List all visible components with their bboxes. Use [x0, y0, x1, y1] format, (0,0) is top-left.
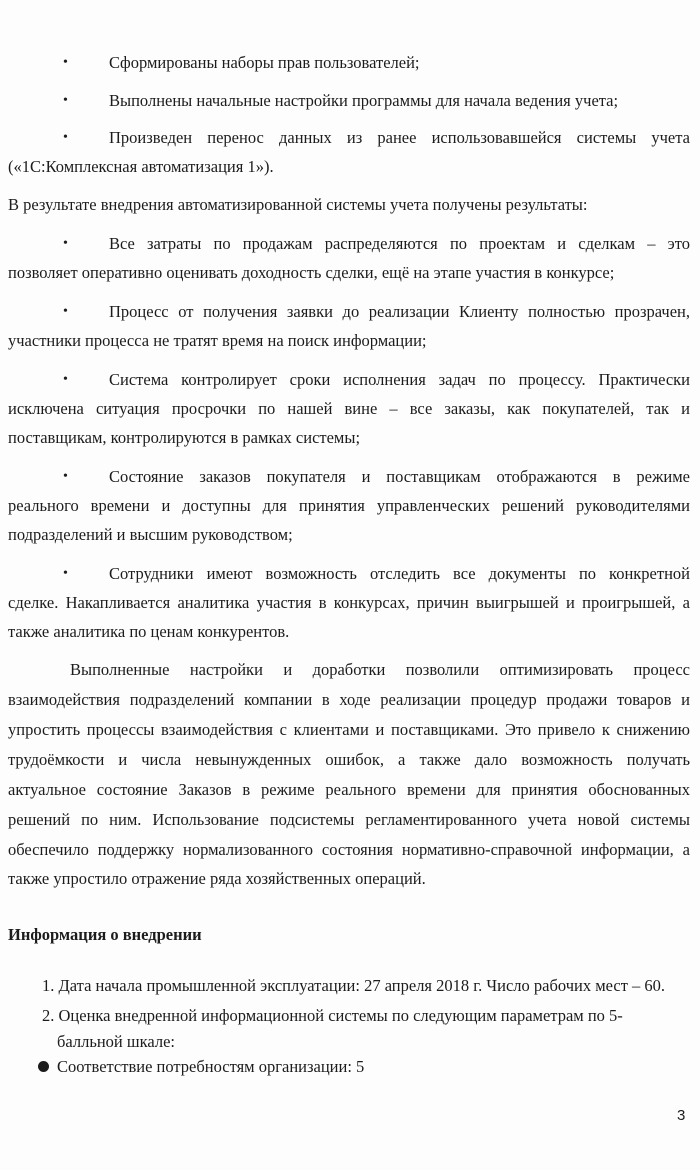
result-item-line: Система контролирует сроки исполнения задач по процессу. Практически	[109, 370, 690, 389]
numbered-item-continuation: балльной шкале:	[57, 1032, 175, 1051]
summary-line: актуальное состояние Заказов в режиме реального времени для принятия обоснованных	[8, 780, 690, 799]
result-item-line: сделке. Накапливается аналитика участия в конкурсах, причин выигрышей и проигрышей, а	[8, 593, 690, 612]
bullet-marker: •	[63, 55, 68, 70]
bullet-marker: •	[63, 236, 68, 251]
bullet-marker: •	[63, 130, 68, 145]
page-number: 3	[677, 1107, 686, 1124]
result-item-line: позволяет оперативно оценивать доходность сделки, ещё на этапе участия в конкурсе;	[8, 263, 615, 282]
bullet-marker: •	[63, 372, 68, 387]
bullet-marker: •	[63, 304, 68, 319]
bullet-item: Выполнены начальные настройки программы для начала ведения учета;	[109, 91, 619, 110]
result-item-line: реального времени и доступны для принятия управленческих решений руководителями	[8, 496, 690, 515]
bullet-marker: •	[63, 566, 68, 581]
result-item-line: исключена ситуация просрочки по нашей вине – все заказы, как покупателей, так и	[8, 399, 690, 418]
summary-line: взаимодействия подразделений компании в ходе реализации процедур продажи товаров и	[8, 690, 690, 709]
result-item-line: Сотрудники имеют возможность отследить все документы по конкретной	[109, 564, 690, 583]
summary-line: обеспечило поддержку нормализованного состояния нормативно-справочной информации, а	[8, 840, 690, 859]
bullet-item: Сформированы наборы прав пользователей;	[109, 53, 420, 72]
bullet-marker: •	[63, 93, 68, 108]
result-item-line: поставщикам, контролируются в рамках системы;	[8, 428, 361, 447]
result-item-line: Состояние заказов покупателя и поставщикам отображаются в режиме	[109, 467, 690, 486]
result-item-line: Все затраты по продажам распределяются по проектам и сделкам – это	[109, 234, 690, 253]
bullet-item-line: Произведен перенос данных из ранее использовавшейся системы учета	[109, 128, 690, 147]
bullet-item-line: («1С:Комплексная автоматизация 1»).	[8, 157, 274, 176]
result-item-line: подразделений и высшим руководством;	[8, 525, 293, 544]
bullet-item: Соответствие потребностям организации: 5	[57, 1057, 365, 1076]
numbered-item: 2. Оценка внедренной информационной системы по следующим параметрам по 5-	[42, 1006, 623, 1025]
summary-line: также упростило отражение ряда хозяйственных операций.	[8, 869, 426, 888]
numbered-item: 1. Дата начала промышленной эксплуатации: 27 апреля 2018 г. Число рабочих мест – 60.	[42, 976, 666, 995]
summary-line: Выполненные настройки и доработки позволили оптимизировать процесс	[70, 660, 690, 679]
bullet-marker	[38, 1061, 49, 1072]
summary-line: упростить процессы взаимодействия с клиентами и поставщиками. Это привело к снижению	[8, 720, 690, 739]
summary-line: решений по ним. Использование подсистемы регламентированного учета новой системы	[8, 810, 690, 829]
result-item-line: Процесс от получения заявки до реализации Клиенту полностью прозрачен,	[109, 302, 690, 321]
bullet-marker: •	[63, 469, 68, 484]
result-item-line: также аналитика по ценам конкурентов.	[8, 622, 290, 641]
result-item-line: участники процесса не тратят время на поиск информации;	[8, 331, 427, 350]
section-heading: Информация о внедрении	[8, 925, 202, 944]
results-intro: В результате внедрения автоматизированной системы учета получены результаты:	[8, 195, 588, 214]
summary-line: трудоёмкости и числа невынужденных ошибок, а также дало возможность получать	[8, 750, 690, 769]
